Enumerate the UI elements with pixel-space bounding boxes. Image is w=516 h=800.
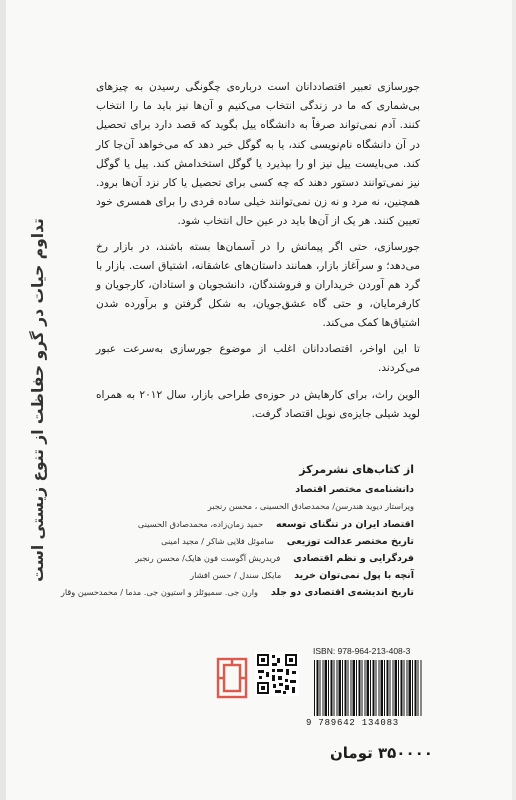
list-item xyxy=(96,567,414,584)
book-authors: فریدریش آگوست فون هایک/ محسن رنجبر xyxy=(135,553,281,564)
list-item xyxy=(60,584,414,601)
list-item xyxy=(96,516,414,533)
book-authors: مایکل سندل / حسن افشار xyxy=(190,570,282,581)
book-title: فردگرایی و نظم اقتصادی xyxy=(293,553,414,565)
blurb-paragraph-2: جورسازی، حتی اگر پیمانش را در آسمان‌ها بسته باشند، در بازار رخ می‌دهد؛ و سرآغاز بازار، همانند داستان‌های عاشقانه، اشتیاق است. بازار با گرد هم آوردن خریداران و فروشندگان، دانشجویان و استادان، کارجویان و کارفرمایان، و حتی گاه عشق‌جویان، به شکل گرفتن و برآورده شدن اشتیاق‌ها کمک می‌کند. xyxy=(96,240,420,330)
book-title: دانشنامه‌ی مختصر اقتصاد xyxy=(295,484,414,496)
isbn-label: ISBN: 978-964-213-408-3 xyxy=(313,646,411,656)
barcode-digits: 9 789642 134083 xyxy=(306,718,400,728)
book-authors: وارن جی. سمیوئلز و استیون جی. مدما / محمدحسین وقار xyxy=(60,587,258,598)
list-item xyxy=(96,533,414,550)
list-item xyxy=(96,498,414,515)
book-title: تاریخ مختصر عدالت توزیعی xyxy=(286,535,414,547)
price: ۳۵۰۰۰۰ تومان xyxy=(330,744,433,762)
blurb-paragraph-3: تا این اواخر، اقتصاددانان اغلب از موضوع جورسازی به‌سرعت عبور می‌کردند. xyxy=(96,342,420,374)
book-authors: ویراستار دیوید هندرسن/ محمدصادق الحسینی ، محسن رنجبر xyxy=(207,501,414,512)
qr-code xyxy=(255,652,299,696)
publisher-logo xyxy=(215,656,249,700)
blurb-text xyxy=(96,78,420,430)
vertical-tagline: تداوم حیات در گرو حفاظت از تنوع زیستی است xyxy=(29,218,47,582)
book-authors: ساموئل فلایی شاکر / مجید امینی xyxy=(161,535,274,546)
right-edge xyxy=(512,0,516,800)
publisher-books-list xyxy=(60,462,414,602)
book-authors: حمید زمان‌زاده، محمدصادق الحسینی xyxy=(137,518,264,529)
spine-edge xyxy=(0,0,6,800)
blurb-paragraph-1: جورسازی تعبیر اقتصاددانان است درباره‌ی چگونگی رسیدن به چیزهای بی‌شماری که ما در زندگی انتخاب می‌کنیم و آن‌ها نیز باید ما را انتخاب کنند. آدم نمی‌تواند صرفاً به دانشگاه ییل بگوید که قصد دارد برای تحصیل در آن دانشگاه نام‌نویسی کند، یا به گوگل خبر دهد که می‌خواهد آن‌جا کار کند. می‌بایست ییل نیز او را بپذیرد یا گوگل استخدامش کند. ییل یا گوگل نیز نمی‌توانند دستور دهند که چه کسی برای تحصیل یا کار نزد آن‌ها برود. همچنین، نه مرد و نه زن نمی‌توانند خیلی ساده فردی را برای همسری خود تعیین کنند. هر یک از آن‌ها باید در عین حال انتخاب شود. xyxy=(96,81,420,228)
book-title: آنچه با پول نمی‌توان خرید xyxy=(294,570,414,582)
list-item xyxy=(96,550,414,567)
barcode xyxy=(314,660,422,716)
books-heading: از کتاب‌های نشرمرکز xyxy=(299,463,414,476)
list-item xyxy=(96,481,414,498)
author-bio: الوین راث، برای کارهایش در حوزه‌ی طراحی بازار، سال ۲۰۱۲ به همراه لوید شیلی جایزه‌ی نوبل اقتصاد گرفت. xyxy=(96,389,420,421)
book-title: اقتصاد ایران در تنگنای توسعه xyxy=(276,518,414,530)
book-title: تاریخ اندیشه‌ی اقتصادی دو جلد xyxy=(270,587,414,599)
